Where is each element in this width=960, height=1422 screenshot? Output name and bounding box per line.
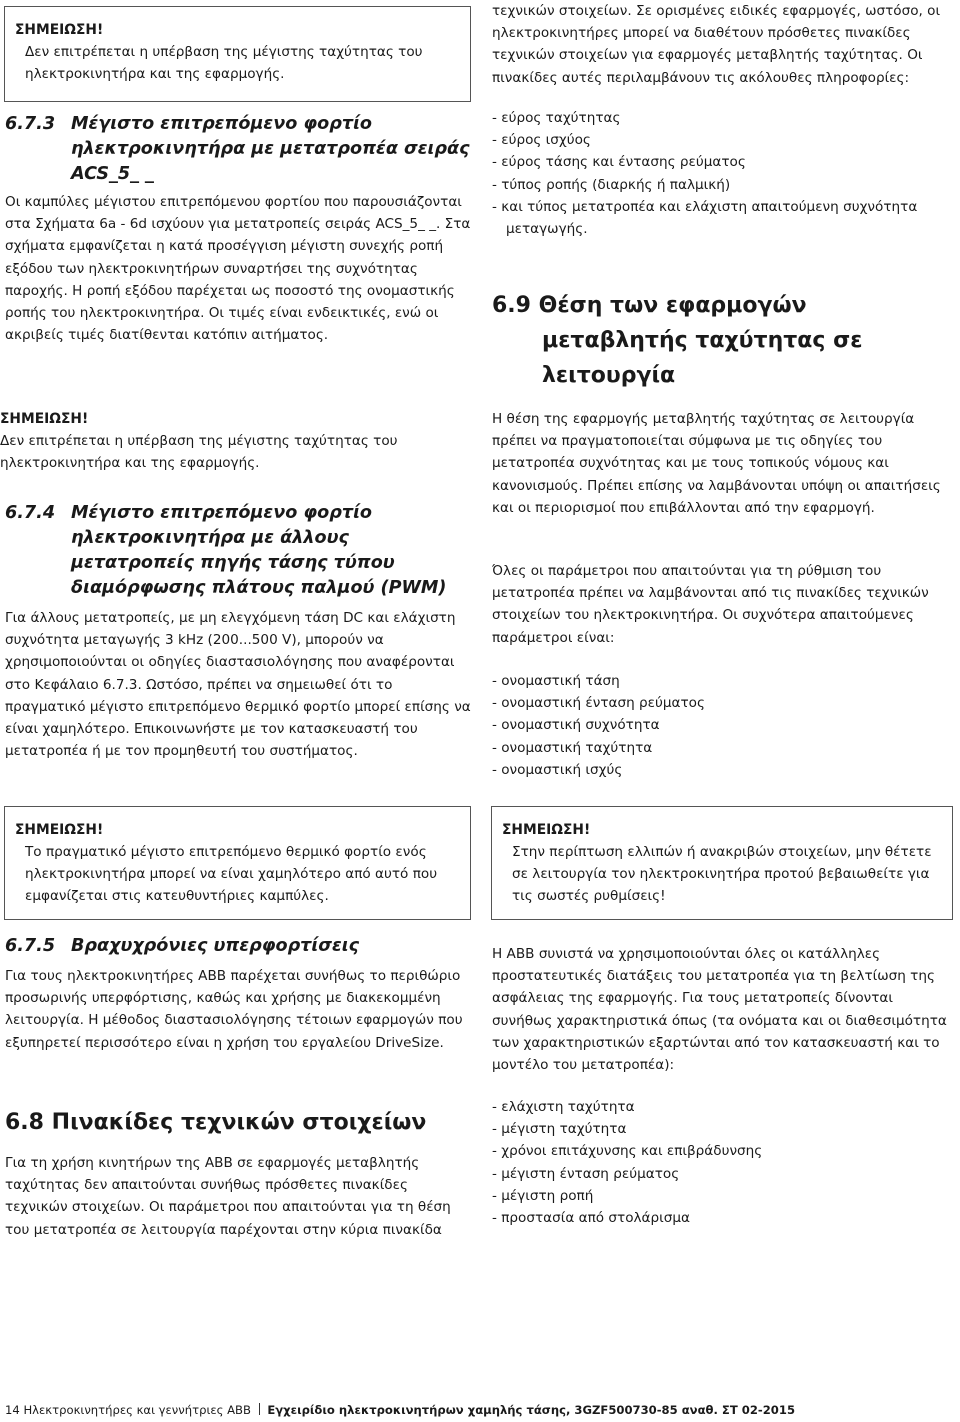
page-number: 14	[5, 1403, 20, 1417]
section-title: Μέγιστο επιτρεπόμενο φορτίο ηλεκτροκινητήρα με μετατροπέα σειράς ACS_5_ _	[71, 114, 470, 184]
note-box-bottom-left	[4, 806, 471, 920]
section-6-7-4-body: Για άλλους μετατροπείς, με μη ελεγχόμενη τάση DC και ελάχιστη συχνότητα μεταγωγής 3 kHz (200...500 V), μπορούν να χρησιμοποιούνται οι οδηγίες διαστασιολόγησης που αναφέρονται στο Κεφάλαιο 6.7.3. Ωστόσο, πρέπει να σημειωθεί ότι το πραγματικό μέγιστο επιτρεπόμενο θερμικό φορτίο μπορεί επίσης να είναι χαμηλότερο. Επικοινωνήστε με τον κατασκευαστή του μετατροπέα ή με τον προμηθευτή του συστήματος.	[5, 610, 471, 760]
note-title: ΣΗΜΕΙΩΣΗ!	[0, 411, 89, 427]
list-item: - ονομαστική συχνότητα	[492, 717, 660, 734]
list-item: - τύπος ροπής (διαρκής ή παλμική)	[492, 176, 731, 193]
section-6-8-body: Για τη χρήση κινητήρων της ABB σε εφαρμογές μεταβλητής ταχύτητας δεν απαιτούνται συνήθως πρόσθετες πινακίδες τεχνικών στοιχείων. Οι παράμετροι που απαιτούνται για τη θέση του μετατροπέα σε λειτουργία παρέχονται στην κύρια πινακίδα	[5, 1155, 451, 1238]
section-title-line-1	[492, 288, 952, 323]
section-6-8-heading	[5, 1109, 475, 1137]
list-item: - μέγιστη ένταση ρεύματος	[492, 1165, 680, 1182]
footer-separator	[259, 1403, 260, 1415]
section-6-8-body-continued: τεχνικών στοιχείων. Σε ορισμένες ειδικές εφαρμογές, ωστόσο, οι ηλεκτροκινητήρες μπορεί να διαθέτουν πρόσθετες πινακίδες τεχνικών στοιχείων για εφαρμογές μεταβλητής ταχύτητας. Οι πινακίδες αυτές περιλαμβάνουν τις ακόλουθες πληροφορίες:	[492, 3, 941, 86]
list-item: - ελάχιστη ταχύτητα	[492, 1099, 635, 1115]
section-6-9-body-2: Όλες οι παράμετροι που απαιτούνται για τη ρύθμιση του μετατροπέα πρέπει να λαμβάνονται από τις πινακίδες τεχνικών στοιχείων του ηλεκτροκινητήρα. Οι συχνότερα απαιτούμενες παράμετροι είναι:	[492, 563, 929, 646]
list-item: - εύρος ισχύος	[492, 132, 591, 149]
rated-parameters-list	[492, 670, 952, 781]
nameplate-info-list	[492, 107, 952, 240]
section-number: 6.7.3	[5, 114, 56, 134]
note-title: ΣΗΜΕΙΩΣΗ!	[15, 22, 104, 38]
list-item: - προστασία από στολάρισμα	[492, 1210, 690, 1227]
list-item: - ονομαστική ταχύτητα	[492, 739, 653, 756]
page-footer	[5, 1403, 795, 1417]
footer-left-text: Ηλεκτροκινητήρες και γεννήτριες ABB	[23, 1403, 251, 1417]
section-6-7-3-body: Οι καμπύλες μέγιστου επιτρεπόμενου φορτίου που παρουσιάζονται στα Σχήματα 6a - 6d ισχύουν για μετατροπείς σειράς ACS_5_ _. Στα σχήματα εμφανίζεται η κατά προσέγγιση μέγιστη συνεχής ροπή εξόδου των ηλεκτροκινητήρων συναρτήσει της συχνότητας παροχής. Η ροπή εξόδου παρέχεται ως ποσοστό της ονομαστικής ροπής του ηλεκτροκινητήρα. Οι τιμές είναι ενδεικτικές, ενώ οι ακριβείς τιμές διατίθενται κατόπιν αιτήματος.	[5, 194, 471, 344]
note-box-bottom-right	[491, 806, 953, 920]
list-item: - χρόνοι επιτάχυνσης και επιβράδυνσης	[492, 1143, 763, 1160]
section-6-7-5-heading	[5, 934, 475, 959]
note-body: Στην περίπτωση ελλιπών ή ανακριβών στοιχείων, μην θέτετε σε λειτουργία τον ηλεκτροκινητήρα προτού βεβαιωθείτε για τις σωστές ρυθμίσεις!	[512, 844, 932, 905]
section-title: Πινακίδες τεχνικών στοιχείων	[51, 1110, 427, 1135]
section-6-7-5-body: Για τους ηλεκτροκινητήρες ABB παρέχεται συνήθως το περιθώριο προσωρινής υπερφόρτισης, καθώς και χρήσης με διακεκομμένη λειτουργία. Η μέθοδος διαστασιολόγησης τέτοιων εφαρμογών που εξυπηρετεί περισσότερο είναι η χρήση του εργαλείου DriveSize.	[5, 968, 463, 1051]
list-item: - ονομαστική τάση	[492, 673, 620, 689]
protective-features-list	[492, 1096, 952, 1229]
footer-right-text: Εγχειρίδιο ηλεκτροκινητήρων χαμηλής τάσης, 3GZF500730-85 αναθ. ΣΤ 02-2015	[267, 1403, 796, 1417]
note-box-mid-left	[0, 396, 471, 478]
section-title-line-2: μεταβλητής ταχύτητας σε	[542, 328, 863, 353]
list-item: - εύρος τάσης και έντασης ρεύματος	[492, 154, 746, 171]
note-body: Δεν επιτρέπεται η υπέρβαση της μέγιστης ταχύτητας του ηλεκτροκινητήρα και της εφαρμογής.	[25, 44, 423, 83]
list-item: - ονομαστική ένταση ρεύματος	[492, 695, 705, 712]
note-box-top-left	[4, 6, 471, 102]
section-number: 6.9	[492, 293, 531, 318]
list-item: - εύρος ταχύτητας	[492, 110, 621, 126]
section-title: Βραχυχρόνιες υπερφορτίσεις	[71, 936, 360, 956]
section-number: 6.8	[5, 1110, 44, 1135]
list-item: - και τύπος μετατροπέα και ελάχιστη απαιτούμενη συχνότητα	[492, 198, 918, 215]
note-body: Το πραγματικό μέγιστο επιτρεπόμενο θερμικό φορτίο ενός ηλεκτροκινητήρα μπορεί να είναι χαμηλότερο από αυτό που εμφανίζεται στις κατευθυντήριες καμπύλες.	[25, 844, 438, 905]
list-item: - μέγιστη ταχύτητα	[492, 1121, 627, 1138]
section-6-7-4-heading	[5, 501, 475, 601]
list-item: - ονομαστική ισχύς	[492, 761, 623, 778]
section-6-9-body-1: Η θέση της εφαρμογής μεταβλητής ταχύτητας σε λειτουργία πρέπει να πραγματοποιείται σύμφωνα με τις οδηγίες του μετατροπέα συχνότητας και με τους τοπικούς νόμους και κανονισμούς. Πρέπει επίσης να λαμβάνονται υπόψη οι απαιτήσεις και οι περιορισμοί που επιβάλλονται από την εφαρμογή.	[492, 411, 941, 516]
list-item: - μέγιστη ροπή	[492, 1187, 594, 1204]
section-title: Θέση των εφαρμογών	[538, 293, 807, 318]
list-item-continued: μεταγωγής.	[506, 221, 588, 238]
section-title: Μέγιστο επιτρεπόμενο φορτίο ηλεκτροκινητήρα με άλλους μετατροπείς πηγής τάσης τύπου διαμόρφωσης πλάτους παλμού (PWM)	[71, 503, 447, 598]
section-number: 6.7.5	[5, 936, 56, 956]
section-6-9-heading	[492, 288, 952, 393]
note-title: ΣΗΜΕΙΩΣΗ!	[502, 822, 591, 838]
section-title-line-3: λειτουργία	[542, 363, 676, 388]
section-number: 6.7.4	[5, 503, 56, 523]
note-body: Δεν επιτρέπεται η υπέρβαση της μέγιστης ταχύτητας του ηλεκτροκινητήρα και της εφαρμογής.	[0, 433, 398, 472]
section-6-7-3-heading	[5, 112, 475, 187]
protective-features-body: Η ABB συνιστά να χρησιμοποιούνται όλες οι κατάλληλες προστατευτικές διατάξεις του μετατροπέα για τη βελτίωση της ασφάλειας της εφαρμογής. Για τους μετατροπείς δίνονται συνήθως χαρακτηριστικά όπως (τα ονόματα και οι διαθεσιμότητα των χαρακτηριστικών εξαρτώνται από τον κατασκευαστή και το μοντέλο του μετατροπέα):	[492, 946, 947, 1074]
note-title: ΣΗΜΕΙΩΣΗ!	[15, 822, 104, 838]
